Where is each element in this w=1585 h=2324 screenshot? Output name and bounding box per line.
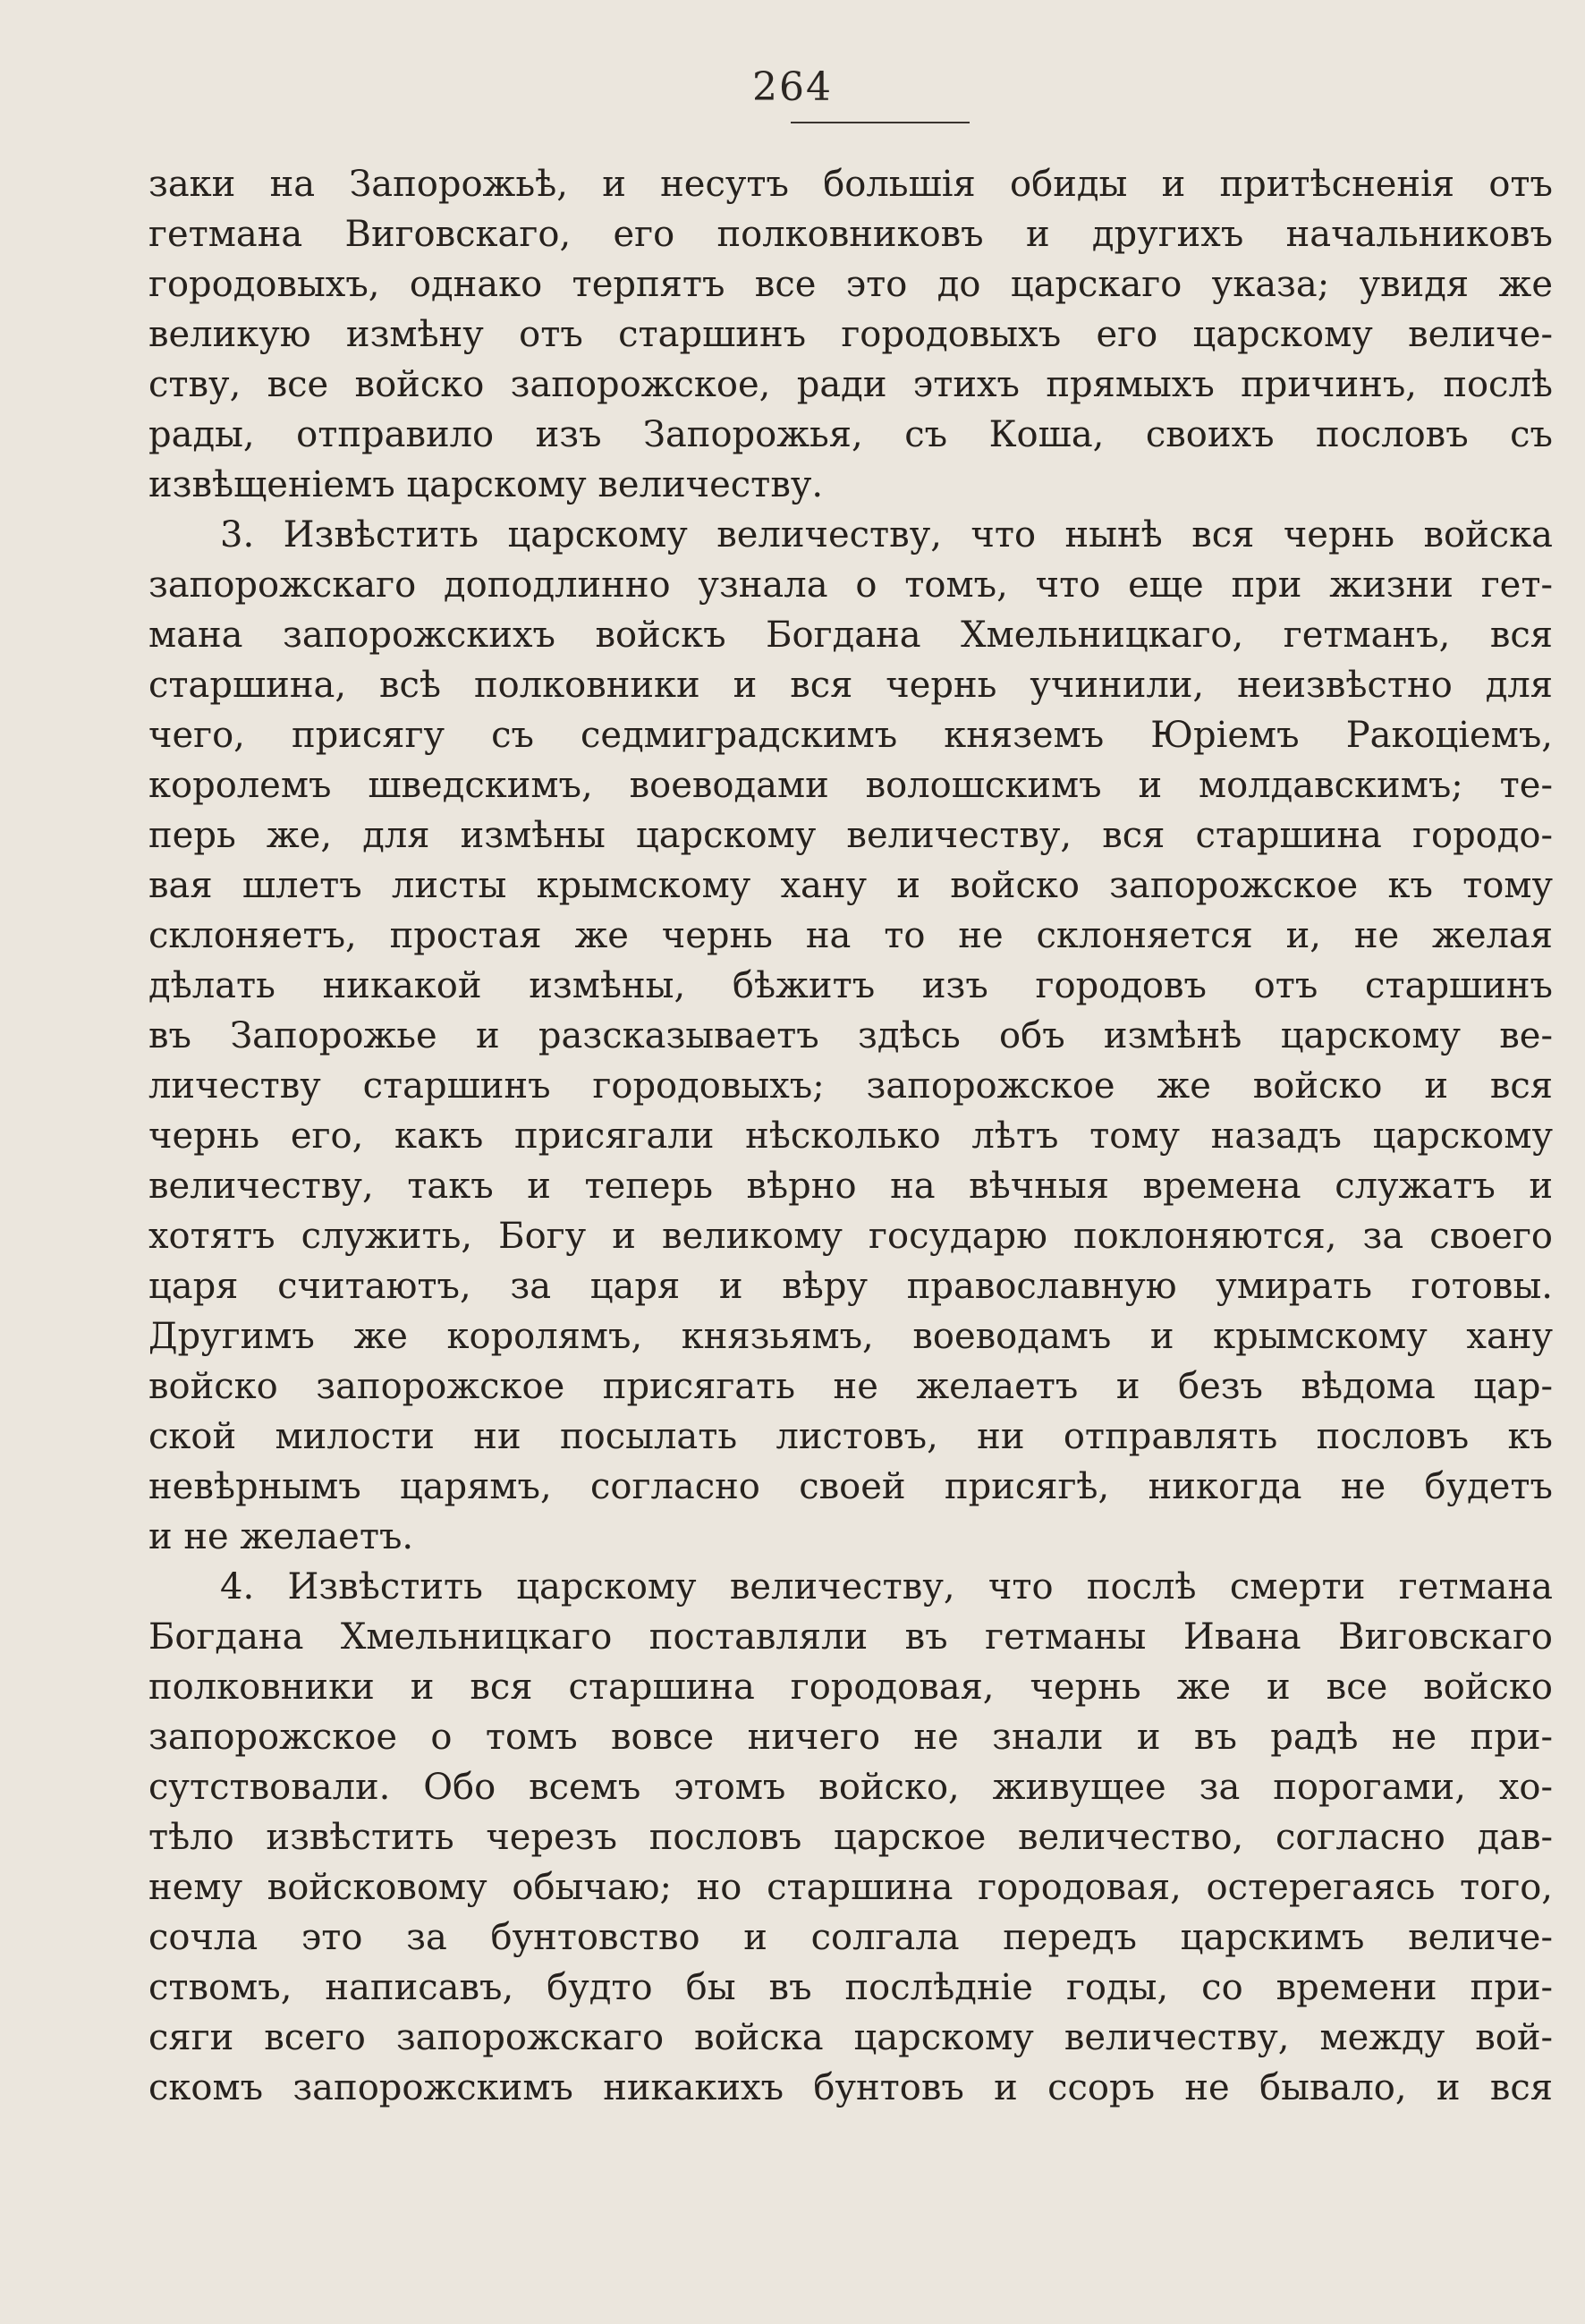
text-line: въ Запорожье и разсказываетъ здѣсь объ измѣнѣ царскому ве- [148,1015,1553,1056]
text-line: ству, все войско запорожское, ради этихъ прямыхъ причинъ, послѣ [148,364,1553,405]
text-line: гетмана Виговскаго, его полковниковъ и другихъ начальниковъ [148,214,1553,255]
text-line: великую измѣну отъ старшинъ городовыхъ его царскому величе- [148,314,1553,355]
text-line: сутствовали. Обо всемъ этомъ войско, живущее за порогами, хо- [148,1767,1553,1808]
text-line: королемъ шведскимъ, воеводами волошскимъ и молдавскимъ; те- [148,765,1553,806]
text-line: Другимъ же королямъ, князьямъ, воеводамъ и крымскому хану [148,1316,1553,1357]
text-line: скомъ запорожскимъ никакихъ бунтовъ и ссоръ не бывало, и вся [148,2067,1553,2108]
text-line: склоняетъ, простая же чернь на то не склоняется и, не желая [148,915,1553,956]
text-line: Богдана Хмельницкаго поставляли въ гетманы Ивана Виговскаго [148,1616,1553,1658]
text-line: войско запорожское присягать не желаетъ и безъ вѣдома цар- [148,1366,1553,1407]
text-line: полковники и вся старшина городовая, чернь же и все войско [148,1667,1553,1708]
text-line: невѣрнымъ царямъ, согласно своей присягѣ, никогда не будетъ [148,1466,1553,1507]
text-line: заки на Запорожьѣ, и несутъ большія обиды и притѣсненія отъ [148,164,1553,205]
text-line: хотятъ служить, Богу и великому государю поклоняются, за своего [148,1216,1553,1257]
text-line: запорожскаго доподлинно узнала о томъ, что еще при жизни гет- [148,564,1553,606]
text-line: царя считаютъ, за царя и вѣру православную умирать готовы. [148,1266,1553,1307]
text-line: личеству старшинъ городовыхъ; запорожское же войско и вся [148,1065,1553,1107]
text-line: ствомъ, написавъ, будто бы въ послѣдніе годы, со времени при- [148,1967,1553,2008]
page-number-rule [791,122,970,123]
text-line: городовыхъ, однако терпятъ все это до царскаго указа; увидя же [148,264,1553,305]
text-line: чего, присягу съ седмиградскимъ княземъ Юріемъ Ракоціемъ, [148,715,1553,756]
text-line: дѣлать никакой измѣны, бѣжитъ изъ городовъ отъ старшинъ [148,965,1553,1006]
text-line: запорожское о томъ вовсе ничего не знали и въ радѣ не при- [148,1717,1553,1758]
text-line: сочла это за бунтовство и солгала передъ царскимъ величе- [148,1917,1553,1958]
text-line: рады, отправило изъ Запорожья, съ Коша, своихъ пословъ съ [148,414,1553,455]
text-line: чернь его, какъ присягали нѣсколько лѣтъ тому назадъ царскому [148,1115,1553,1157]
text-line: вая шлетъ листы крымскому хану и войско запорожское къ тому [148,865,1553,906]
page-number: 264 [752,64,833,110]
text-line: ской милости ни посылать листовъ, ни отправлять пословъ къ [148,1416,1553,1457]
text-line: величеству, такъ и теперь вѣрно на вѣчныя времена служатъ и [148,1166,1553,1207]
text-line: нему войсковому обычаю; но старшина городовая, остерегаясь того, [148,1867,1553,1908]
text-line: и не желаетъ. [148,1516,414,1557]
body-text [148,159,1553,2113]
text-line: перь же, для измѣны царскому величеству, вся старшина городо- [148,815,1553,856]
text-line: тѣло извѣстить черезъ пословъ царское величество, согласно дав- [148,1817,1553,1858]
text-line: 3. Извѣстить царскому величеству, что нынѣ вся чернь войска [220,514,1553,556]
text-line: сяги всего запорожскаго войска царскому величеству, между вой- [148,2017,1553,2058]
text-line: мана запорожскихъ войскъ Богдана Хмельницкаго, гетманъ, вся [148,615,1553,656]
text-line: извѣщеніемъ царскому величеству. [148,464,824,505]
text-line: старшина, всѣ полковники и вся чернь учинили, неизвѣстно для [148,665,1553,706]
text-line: 4. Извѣстить царскому величеству, что послѣ смерти гетмана [220,1566,1553,1607]
